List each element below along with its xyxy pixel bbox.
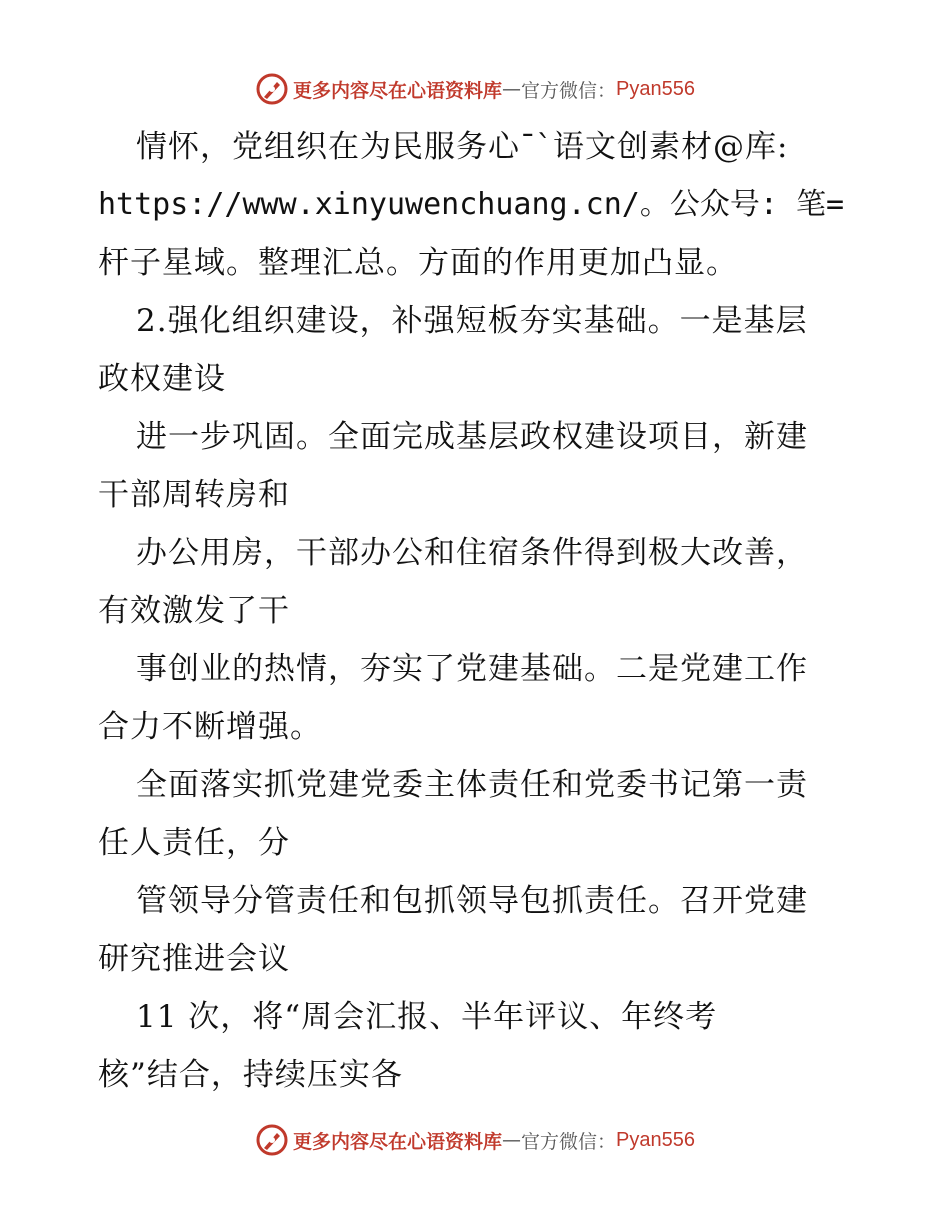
text-line: 有效激发了干 bbox=[98, 593, 290, 629]
text-line: 任人责任，分 bbox=[98, 825, 290, 861]
text-line: 研究推进会议 bbox=[98, 941, 290, 977]
watermark-header bbox=[0, 71, 950, 107]
watermark-account-label: 官方微信： bbox=[521, 1130, 617, 1153]
text-line: 政权建设 bbox=[98, 361, 226, 397]
text-line: https://www.xinyuwenchuang.cn/。公众号: 笔= bbox=[98, 187, 845, 222]
watermark-account-label: 官方微信： bbox=[521, 79, 617, 102]
watermark-text: 更多内容尽在心语资料库 bbox=[293, 79, 503, 102]
document-body bbox=[98, 118, 858, 1104]
text-line: 杆子星域。整理汇总。方面的作用更加凸显。 bbox=[98, 245, 738, 281]
text-line: 2.强化组织建设，补强短板夯实基础。一是基层 bbox=[136, 303, 808, 339]
watermark-separator: — bbox=[502, 78, 522, 100]
watermark-separator: — bbox=[502, 1129, 522, 1151]
watermark-footer bbox=[0, 1122, 950, 1158]
text-line: 管领导分管责任和包抓领导包抓责任。召开党建 bbox=[136, 883, 808, 919]
text-line: 办公用房，干部办公和住宿条件得到极大改善， bbox=[136, 535, 808, 571]
pen-logo-icon bbox=[255, 72, 289, 106]
pen-logo-icon bbox=[255, 1123, 289, 1157]
text-line: 11 次，将“周会汇报、半年评议、年终考 bbox=[136, 999, 718, 1035]
text-line: 全面落实抓党建党委主体责任和党委书记第一责 bbox=[136, 767, 808, 803]
text-line: 核”结合，持续压实各 bbox=[98, 1057, 403, 1093]
text-line: 事创业的热情，夯实了党建基础。二是党建工作 bbox=[136, 651, 808, 687]
text-line: 情怀，党组织在为民服务心¯`语文创素材@库: bbox=[136, 129, 789, 165]
text-line: 进一步巩固。全面完成基层政权建设项目，新建 bbox=[136, 419, 808, 455]
watermark-account-id: Pyan556 bbox=[616, 1128, 695, 1151]
watermark-text: 更多内容尽在心语资料库 bbox=[293, 1130, 503, 1153]
watermark-account-id: Pyan556 bbox=[616, 77, 695, 100]
text-line: 干部周转房和 bbox=[98, 477, 290, 513]
text-line: 合力不断增强。 bbox=[98, 709, 322, 745]
